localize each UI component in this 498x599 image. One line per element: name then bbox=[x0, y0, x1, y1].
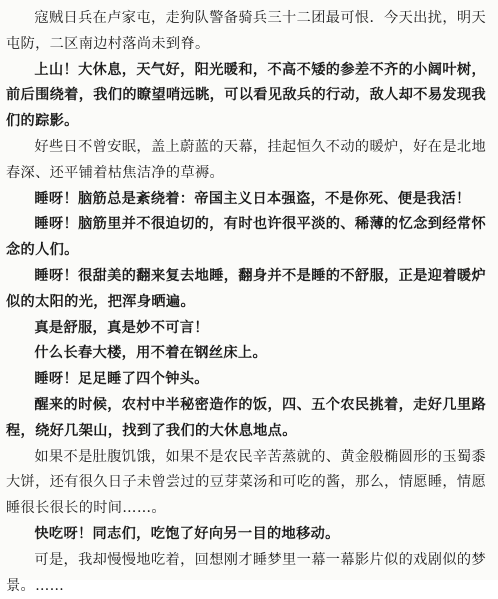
paragraph: 真是舒服，真是妙不可言！ bbox=[34, 319, 209, 336]
paragraph: 睡呀！足足睡了四个钟头。 bbox=[34, 371, 209, 388]
paragraph: 寇贼日兵在卢家屯，走狗队警备骑兵三十二团最可恨．今天出扰，明天屯防，二区南边村落尚未到脊。 bbox=[6, 10, 486, 52]
paragraph: 睡呀！脑筋总是紊绕着：帝国主义日本强盗，不是你死、便是我活！ bbox=[34, 190, 471, 207]
paragraph: 睡呀！脑筋里并不很迫切的，有时也许很平淡的、稀薄的忆念到经常怀念的人们。 bbox=[6, 216, 486, 259]
paragraph: 可是，我却慢慢地吃着，回想刚才睡梦里一幕一幕影片似的戏剧似的梦景。…… bbox=[6, 551, 486, 594]
paragraph: 睡呀！很甜美的翻来复去地睡，翻身并不是睡的不舒服，正是迎着暖炉似的太阳的光，把浑身晒遍。 bbox=[6, 267, 486, 310]
paragraph: 好些日不曾安眠，盖上蔚蓝的天幕，挂起恒久不动的暖炉，好在是北地春深、还平铺着枯焦洁净的草褥。 bbox=[6, 138, 486, 181]
paragraph: 醒来的时候，农村中半秘密造作的饭，四、五个农民挑着，走好几里路程，绕好几架山，找到了我们的大休息地点。 bbox=[6, 396, 486, 439]
paragraph: 上山！大休息，天气好，阳光暖和，不高不矮的参差不齐的小阔叶树，前后围绕着，我们的瞭望哨远眺，可以看见敌兵的行动，敌人却不易发现我们的踪影。 bbox=[6, 61, 486, 130]
paragraph: 如果不是肚腹饥饿，如果不是农民辛苦蒸就的、黄金般椭圆形的玉蜀黍大饼，还有很久日子未曾尝过的豆芽菜汤和可吃的酱，那么，情愿睡，情愿睡很长很长的时间……。 bbox=[6, 448, 486, 517]
paragraph: 什么长春大楼，用不着在钢丝床上。 bbox=[34, 345, 267, 362]
paragraph: 快吃呀！同志们，吃饱了好向另一目的地移动。 bbox=[34, 525, 340, 542]
